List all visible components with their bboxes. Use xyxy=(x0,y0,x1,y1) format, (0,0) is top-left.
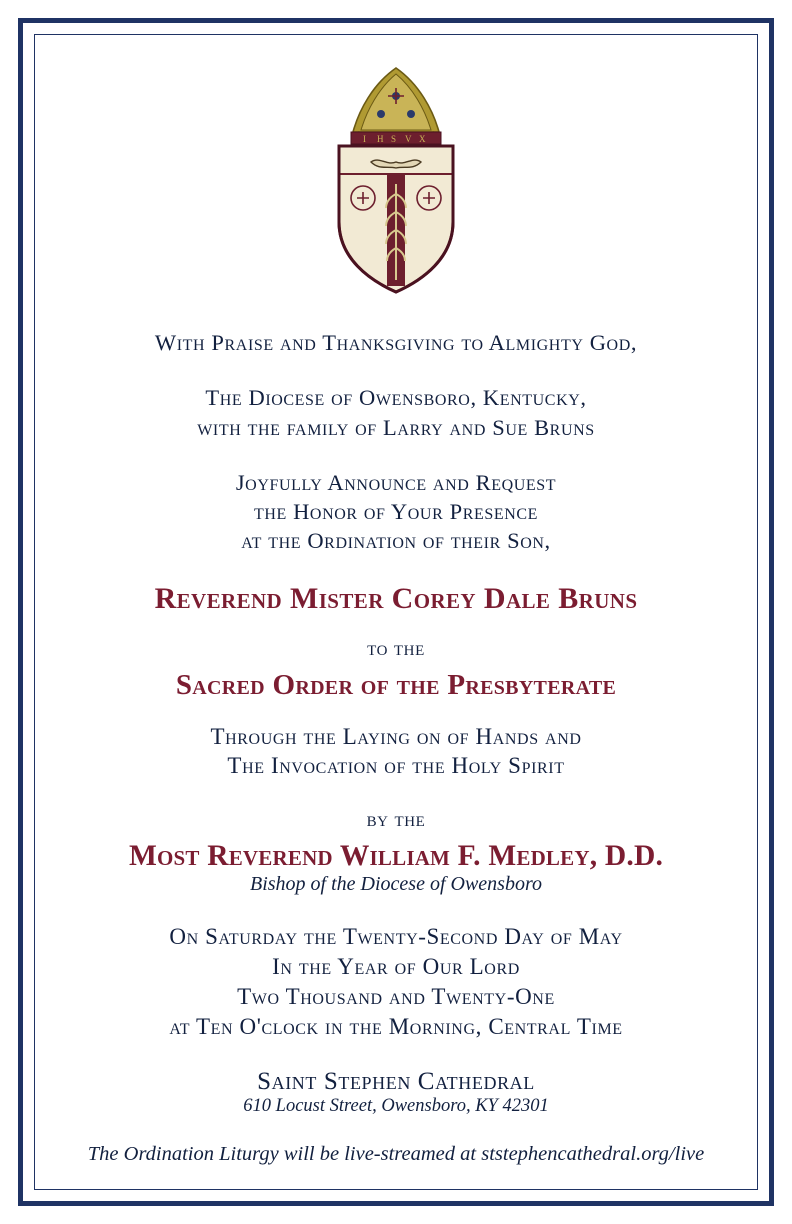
bishop-name: Most Reverend William F. Medley, D.D. xyxy=(128,840,664,873)
rite-line-2: The Invocation of the Holy Spirit xyxy=(227,753,565,779)
announcement-block xyxy=(48,468,744,556)
venue-name: Saint Stephen Cathedral xyxy=(257,1067,535,1095)
livestream-block xyxy=(48,1143,744,1166)
bishop-title: Bishop of the Diocese of Owensboro xyxy=(249,873,542,896)
svg-text:V: V xyxy=(405,134,412,144)
venue-address: 610 Locust Street, Owensboro, KY 42301 xyxy=(243,1095,549,1116)
ordinand-name: Reverend Mister Corey Dale Bruns xyxy=(154,581,638,615)
announce-line-3: at the Ordination of their Son, xyxy=(241,528,551,554)
rite-block xyxy=(48,722,744,782)
svg-text:I: I xyxy=(363,134,366,144)
coat-of-arms-icon xyxy=(301,62,491,302)
invitation-content xyxy=(48,48,744,1176)
opening-line: With Praise and Thanksgiving to Almighty God, xyxy=(154,330,638,355)
rite-line-1: Through the Laying on of Hands and xyxy=(210,723,582,749)
date-block xyxy=(48,922,744,1042)
diocese-line-1: The Diocese of Owensboro, Kentucky, xyxy=(205,385,587,411)
ordinand-block xyxy=(48,582,744,616)
svg-text:H: H xyxy=(377,134,384,144)
sacred-order-title: Sacred Order of the Presbyterate xyxy=(175,668,617,701)
announce-line-1: Joyfully Announce and Request xyxy=(235,469,557,495)
to-the-block xyxy=(48,636,744,661)
to-the-label: to the xyxy=(367,635,425,660)
date-line-2: In the Year of Our Lord xyxy=(272,954,520,980)
diocese-line-2: with the family of Larry and Sue Bruns xyxy=(197,414,595,440)
svg-text:S: S xyxy=(391,134,397,144)
livestream-note: The Ordination Liturgy will be live-streamed at ststephencathedral.org/live xyxy=(87,1142,705,1165)
date-line-3: Two Thousand and Twenty-One xyxy=(237,984,555,1010)
by-the-block xyxy=(48,807,744,832)
bishop-block xyxy=(48,840,744,896)
by-the-label: by the xyxy=(366,807,426,832)
svg-text:X: X xyxy=(419,134,426,144)
venue-block xyxy=(48,1068,744,1117)
order-block xyxy=(48,669,744,702)
date-line-1: On Saturday the Twenty-Second Day of May xyxy=(169,924,623,950)
announce-line-2: the Honor of Your Presence xyxy=(253,499,539,524)
diocese-block xyxy=(48,383,744,442)
opening-block xyxy=(48,328,744,357)
date-line-4: at Ten O'clock in the Morning, Central Time xyxy=(169,1013,623,1039)
